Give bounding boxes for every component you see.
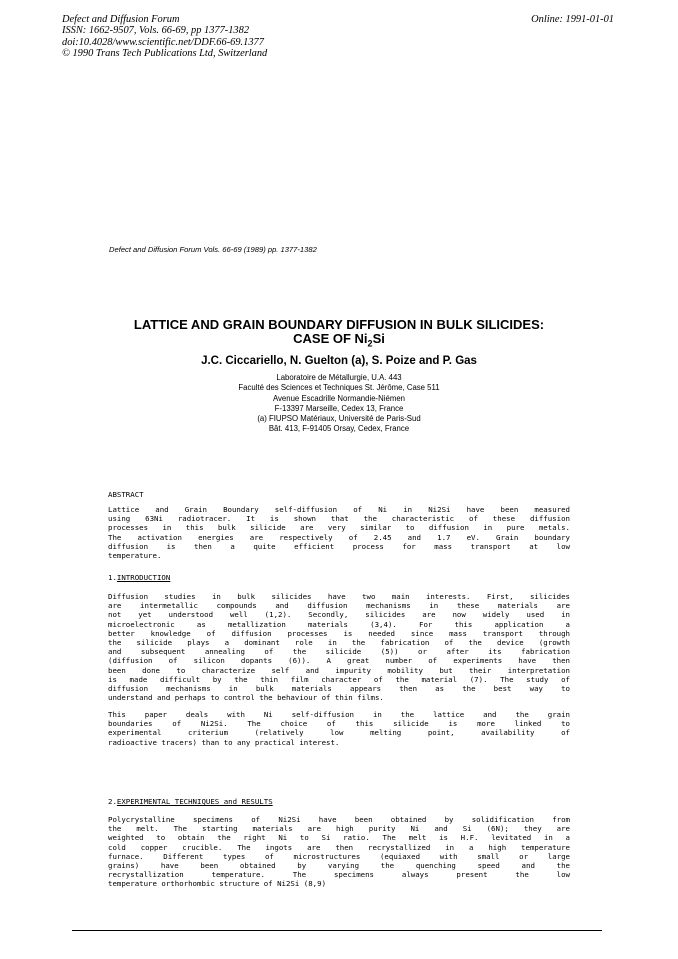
experimental-line: the melt. The starting materials are high purity Ni and Si (6N); they are: [108, 824, 570, 834]
intro-line: boundaries of Ni2Si. The choice of this silicide is more linked to: [108, 719, 570, 729]
intro-line: not yet understood well (1,2). Secondly, silicides are now widely used in: [108, 610, 570, 620]
journal-name: Defect and Diffusion Forum: [62, 14, 180, 25]
abstract-body: [108, 505, 570, 560]
intro-line: the silicide plays a dominant role in the fabrication of the device (growth: [108, 638, 570, 648]
abstract-line: using 63Ni radiotracer. It is shown that the characteristic of these diffusion: [108, 514, 570, 524]
intro-line: (diffusion of silicon dopants (6)). A great number of experiments have then: [108, 656, 570, 666]
doi-line[interactable]: doi:10.4028/www.scientific.net/DDF.66-69.1377: [62, 36, 264, 48]
title-line-2: CASE OF $Ni_2Si$: [293, 331, 385, 349]
experimental-line: cold copper crucible. The ingots are then recrystallized in a high temperature: [108, 842, 570, 852]
experimental-line: temperature orthorhombic structure of Ni2Si (8,9): [108, 879, 327, 889]
copyright-line: © 1990 Trans Tech Publications Ltd, Switzerland: [62, 48, 268, 60]
intro-line: diffusion mechanisms in bulk materials appears then as the best way to: [108, 684, 570, 694]
experimental-paragraph-1: [108, 815, 570, 889]
intro-line: Diffusion studies in bulk silicides have two main interests. First, silicides: [108, 592, 570, 601]
intro-line: been done to characterize self and impurity mobility but their interpretation: [108, 665, 570, 675]
affiliation-line: Laboratoire de Métallurgie, U.A. 443: [276, 373, 402, 382]
intro-line: understand and perhaps to control the behaviour of thin films.: [108, 693, 384, 703]
footer-rule: [72, 930, 602, 931]
intro-line: radioactive tracers) than to any practical interest.: [108, 737, 340, 747]
abstract-line: temperature.: [108, 551, 162, 561]
intro-line: and subsequent annealing of the silicide (5)) or after its fabrication: [108, 647, 570, 657]
intro-line: experimental criterium (relatively low melting point, availability of: [108, 728, 570, 738]
intro-line: is made difficult by the thin film character of the material (7). The study of: [108, 674, 570, 684]
issn-line: ISSN: 1662-9507, Vols. 66-69, pp 1377-1382: [62, 25, 250, 37]
experimental-line: weighted to obtain the right Ni to Si ratio. The melt is H.F. levitated in a: [108, 833, 570, 843]
abstract-line: diffusion is then a quite efficient process for mass transport at low: [108, 541, 570, 551]
intro-line: microelectronic as metallization materials (3,4). For this application a: [108, 619, 570, 629]
experimental-line: grains) have been obtained by varying the quenching speed and the: [108, 861, 570, 871]
paper-title: [0, 318, 678, 351]
citation-line: Defect and Diffusion Forum Vols. 66-69 (1989) pp. 1377-1382: [109, 245, 317, 254]
affiliation-block: [0, 373, 678, 435]
abstract-heading: ABSTRACT: [108, 490, 144, 499]
intro-paragraph-1: [108, 592, 570, 702]
intro-heading: 1.INTRODUCTION: [108, 573, 171, 582]
abstract-line: processes in this bulk silicide are very similar to diffusion in pure metals.: [108, 523, 570, 533]
affiliation-line: Faculté des Sciences et Techniques St. Jérôme, Case 511: [238, 383, 440, 393]
title-line-1: LATTICE AND GRAIN BOUNDARY DIFFUSION IN BULK SILICIDES:: [133, 317, 545, 332]
experimental-line: recrystallization temperature. The specimens always present the low: [108, 870, 570, 880]
journal-metadata: [62, 14, 267, 60]
experimental-line: furnace. Different types of microstructures (equiaxed with small or large: [108, 851, 570, 861]
intro-line: This paper deals with Ni self-diffusion in the lattice and the grain: [108, 710, 570, 719]
affiliation-line: Avenue Escadrille Normandie-Niémen: [272, 393, 406, 403]
intro-line: are intermetallic compounds and diffusion mechanisms in these materials are: [108, 601, 570, 611]
affiliation-line: F-13397 Marseille, Cedex 13, France: [274, 403, 404, 413]
authors: J.C. Ciccariello, N. Guelton (a), S. Poize and P. Gas: [201, 355, 477, 367]
abstract-line: The activation energies are respectively of 2.45 and 1.7 eV. Grain boundary: [108, 532, 570, 542]
online-date: Online: 1991-01-01: [531, 14, 614, 25]
experimental-heading: 2.EXPERIMENTAL TECHNIQUES and RESULTS: [108, 797, 273, 806]
affiliation-line: (a) FIUPSO Matériaux, Université de Paris-Sud: [257, 414, 421, 424]
intro-paragraph-2: [108, 710, 570, 747]
intro-line: better knowledge of diffusion processes is needed since mass transport through: [108, 628, 570, 638]
affiliation-line: Bât. 413, F-91405 Orsay, Cedex, France: [268, 424, 410, 434]
experimental-line: Polycrystalline specimens of Ni2Si have been obtained by solidification from: [108, 815, 570, 824]
abstract-line: Lattice and Grain Boundary self-diffusion of Ni in Ni2Si have been measured: [108, 505, 570, 514]
